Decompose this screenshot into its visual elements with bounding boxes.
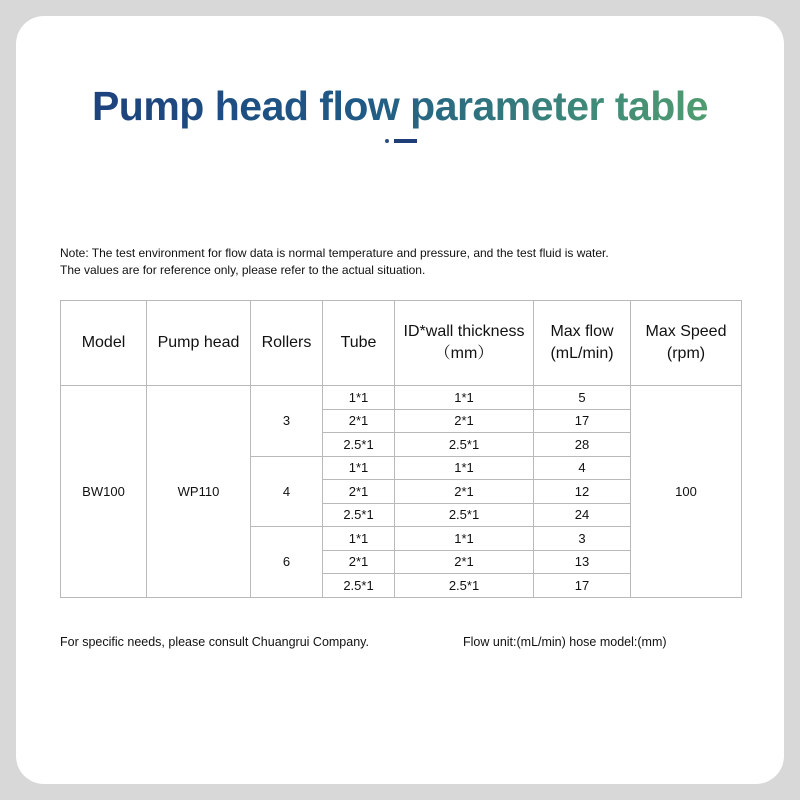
cell-max-flow: 5 — [534, 386, 631, 410]
cell-tube: 2.5*1 — [323, 503, 395, 527]
cell-id-wall: 1*1 — [395, 386, 534, 410]
header-id-wall-thickness: ID*wall thickness （mm） — [395, 301, 534, 386]
cell-tube: 1*1 — [323, 456, 395, 480]
cell-id-wall: 2.5*1 — [395, 503, 534, 527]
header-max-speed: Max Speed (rpm) — [631, 301, 742, 386]
note-line-2: The values are for reference only, please refer to the actual situation. — [60, 263, 426, 277]
note-line-1: Note: The test environment for flow data is normal temperature and pressure, and the test fluid is water. — [60, 246, 609, 260]
flow-parameter-table — [60, 300, 742, 598]
cell-max-flow: 4 — [534, 456, 631, 480]
cell-max-flow: 3 — [534, 527, 631, 551]
cell-id-wall: 2*1 — [395, 480, 534, 504]
footer-consult-note: For specific needs, please consult Chuangrui Company. — [60, 635, 369, 649]
cell-tube: 1*1 — [323, 386, 395, 410]
header-rollers: Rollers — [251, 301, 323, 386]
cell-model: BW100 — [61, 386, 147, 598]
header-max-flow: Max flow (mL/min) — [534, 301, 631, 386]
cell-id-wall: 2*1 — [395, 550, 534, 574]
footer-units-note: Flow unit:(mL/min) hose model:(mm) — [463, 635, 667, 649]
cell-id-wall: 2*1 — [395, 409, 534, 433]
cell-id-wall: 2.5*1 — [395, 433, 534, 457]
page-title: Pump head flow parameter table — [16, 82, 784, 130]
cell-max-flow: 13 — [534, 550, 631, 574]
cell-tube: 2.5*1 — [323, 574, 395, 598]
spec-card — [16, 16, 784, 784]
cell-rollers: 3 — [251, 386, 323, 457]
cell-max-speed: 100 — [631, 386, 742, 598]
cell-rollers: 6 — [251, 527, 323, 598]
header-model: Model — [61, 301, 147, 386]
cell-tube: 2*1 — [323, 409, 395, 433]
cell-max-flow: 24 — [534, 503, 631, 527]
cell-tube: 2*1 — [323, 550, 395, 574]
header-pump-head: Pump head — [147, 301, 251, 386]
cell-max-flow: 12 — [534, 480, 631, 504]
cell-pump-head: WP110 — [147, 386, 251, 598]
cell-id-wall: 2.5*1 — [395, 574, 534, 598]
cell-rollers: 4 — [251, 456, 323, 527]
divider-bar — [394, 139, 417, 143]
cell-max-flow: 28 — [534, 433, 631, 457]
cell-tube: 2*1 — [323, 480, 395, 504]
cell-tube: 2.5*1 — [323, 433, 395, 457]
divider-dot — [385, 139, 389, 143]
cell-id-wall: 1*1 — [395, 527, 534, 551]
title-divider — [385, 139, 419, 143]
cell-tube: 1*1 — [323, 527, 395, 551]
cell-id-wall: 1*1 — [395, 456, 534, 480]
header-row — [61, 301, 742, 386]
cell-max-flow: 17 — [534, 409, 631, 433]
header-tube: Tube — [323, 301, 395, 386]
test-note — [60, 245, 760, 279]
table-row — [61, 386, 742, 410]
cell-max-flow: 17 — [534, 574, 631, 598]
